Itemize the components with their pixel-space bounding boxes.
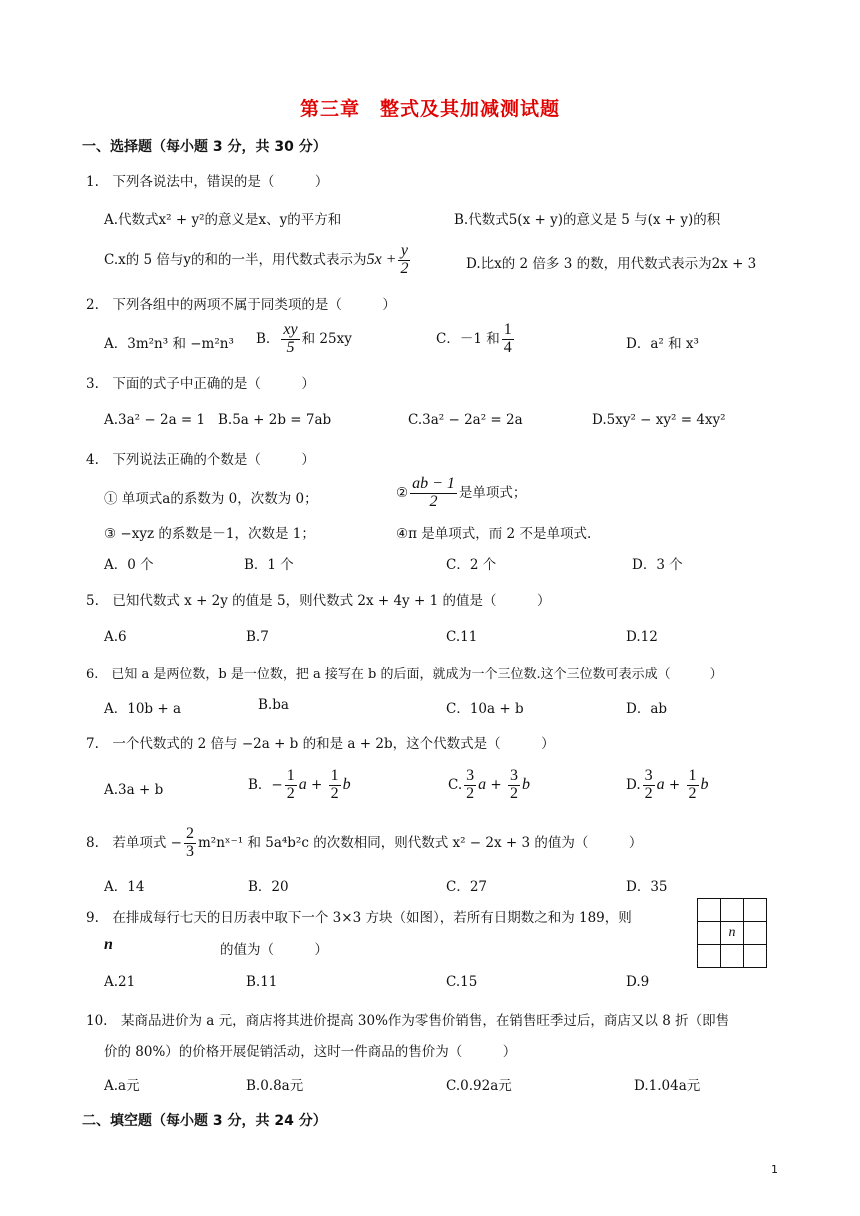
- question-4-option-c: C．2 个: [446, 557, 497, 573]
- question-1-stem: 1. 下列各说法中，错误的是（ ）: [86, 174, 329, 190]
- question-1-option-b: B.代数式5(x + y)的意义是 5 与(x + y)的积: [454, 212, 721, 228]
- calendar-3x3-grid: [697, 898, 767, 968]
- question-7-option-b-frac-1: $\frac{1}{2}$: [286, 767, 295, 802]
- question-7-option-c-frac-1: $\frac{3}{2}$: [466, 767, 475, 802]
- question-9-stem-2: 的值为（ ）: [220, 942, 328, 958]
- question-9-option-b: B.11: [246, 974, 278, 990]
- question-4-statement-2: [396, 476, 526, 511]
- question-3-stem: 3. 下面的式子中正确的是（ ）: [86, 376, 315, 392]
- question-6-option-c: C．10a + b: [446, 701, 524, 717]
- question-3-option-b: B.5a + 2b = 7ab: [218, 412, 332, 428]
- question-7-option-c-frac-2: $\frac{3}{2}$: [510, 767, 519, 802]
- question-4-statement-3: ③ −xyz 的系数是－1，次数是 1；: [104, 526, 315, 542]
- question-8-stem-lead: 8. 若单项式 −: [86, 834, 182, 851]
- question-4-statement-4: ④π 是单项式，而 2 不是单项式.: [396, 526, 592, 542]
- question-1-option-d: D.比x的 2 倍多 3 的数，用代数式表示为2x + 3: [466, 256, 757, 272]
- question-10-option-a: A.a元: [104, 1078, 140, 1094]
- section-heading-choice: 一、选择题（每小题 3 分，共 30 分）: [82, 139, 327, 155]
- question-8-stem-tail: m²nˣ⁻¹ 和 5a⁴b²c 的次数相同，则代数式 x² − 2x + 3 的值为（ ）: [197, 834, 643, 851]
- question-4-option-b: B．1 个: [244, 557, 294, 573]
- page-number: 1: [771, 1163, 778, 1176]
- question-2-option-b-fraction: $\frac{xy}{5}$: [283, 321, 298, 356]
- question-9-option-d: D.9: [626, 974, 650, 990]
- question-2-option-b-tail: 和 25xy: [301, 330, 352, 347]
- question-8-stem: [86, 826, 642, 861]
- question-7-option-d-frac-2: $\frac{1}{2}$: [688, 767, 697, 802]
- question-8-stem-fraction: $\frac{2}{3}$: [185, 825, 194, 860]
- question-7-option-d: D. $\frac{3}{2}$ a + $\frac{1}{2}$ b: [626, 767, 709, 802]
- question-1-option-c-expr: 5x +: [366, 250, 397, 268]
- question-9-variable: n: [104, 936, 113, 953]
- question-4-option-a: A．0 个: [104, 557, 154, 573]
- grid-center-cell: n: [721, 922, 744, 945]
- question-9-option-c: C.15: [446, 974, 478, 990]
- question-8-option-d: D．35: [626, 879, 668, 895]
- question-7-option-d-label: D.: [626, 776, 641, 793]
- question-2-option-a: A．3m²n³ 和 −m²n³: [104, 336, 234, 352]
- question-7-option-d-frac-1: $\frac{3}{2}$: [644, 767, 653, 802]
- question-9-stem: 9. 在排成每行七天的日历表中取下一个 3×3 方块（如图），若所有日期数之和为 189，则: [86, 910, 632, 926]
- question-2-option-d: D．a² 和 x³: [626, 336, 699, 352]
- page-title: 第三章 整式及其加减测试题: [300, 98, 561, 120]
- question-8-option-a: A．14: [104, 879, 145, 895]
- question-10-option-b: B.0.8a元: [246, 1078, 304, 1094]
- question-2-option-c: [436, 322, 516, 357]
- question-10-stem-2: 价的 80%）的价格开展促销活动，这时一件商品的售价为（ ）: [104, 1044, 517, 1060]
- question-7-option-b-frac-2: $\frac{1}{2}$: [330, 767, 339, 802]
- question-7-option-c: C. $\frac{3}{2}$ a + $\frac{3}{2}$ b: [448, 767, 531, 802]
- question-7-option-a: A.3a + b: [104, 782, 164, 798]
- question-7-option-c-label: C.: [448, 776, 463, 793]
- question-10-option-d: D.1.04a元: [634, 1078, 701, 1094]
- question-10-option-c: C.0.92a元: [446, 1078, 512, 1094]
- question-4-statement-2-label: ②: [396, 484, 409, 501]
- question-4-statement-2-tail: 是单项式；: [458, 484, 527, 501]
- question-3-option-a: A.3a² − 2a = 1: [104, 412, 206, 428]
- question-10-stem: 10. 某商品进价为 a 元，商店将其进价提高 30%作为零售价销售，在销售旺季过后，商店又以 8 折（即售: [86, 1013, 730, 1029]
- question-1-option-c: [104, 243, 412, 278]
- question-4-stem: 4. 下列说法正确的个数是（ ）: [86, 452, 315, 468]
- question-4-option-d: D．3 个: [632, 557, 683, 573]
- question-2-option-c-label: C．－1 和: [436, 330, 500, 347]
- question-4-statement-2-fraction: $\frac{ab - 1}{2}$: [412, 475, 455, 510]
- question-7-option-b: B．− $\frac{1}{2}$ a + $\frac{1}{2}$ b: [248, 767, 351, 802]
- question-3-option-d: D.5xy² − xy² = 4xy²: [592, 412, 726, 428]
- question-5-stem: 5. 已知代数式 x + 2y 的值是 5，则代数式 2x + 4y + 1 的值是（ ）: [86, 593, 551, 609]
- question-4-statement-1: ① 单项式a的系数为 0，次数为 0；: [104, 491, 318, 507]
- question-1-option-c-text: C.x的 5 倍与y的和的一半，用代数式表示为: [104, 251, 367, 268]
- question-2-option-b-label: B．: [256, 330, 280, 347]
- question-9-option-a: A.21: [104, 974, 136, 990]
- question-8-option-c: C．27: [446, 879, 488, 895]
- question-1-option-c-fraction: $\frac{y}{2}$: [400, 242, 409, 277]
- question-2-option-c-fraction: $\frac{1}{4}$: [503, 321, 512, 356]
- question-5-option-a: A.6: [104, 629, 127, 645]
- question-6-option-a: A．10b + a: [104, 701, 182, 717]
- question-7-stem: 7. 一个代数式的 2 倍与 −2a + b 的和是 a + 2b，这个代数式是（ ）: [86, 736, 555, 752]
- question-5-option-d: D.12: [626, 629, 658, 645]
- question-5-option-b: B.7: [246, 629, 269, 645]
- question-5-option-c: C.11: [446, 629, 478, 645]
- question-6-option-b: B.ba: [258, 697, 289, 713]
- question-2-option-b: [256, 322, 352, 357]
- question-8-option-b: B．20: [248, 879, 289, 895]
- question-7-option-b-label: B．−: [248, 776, 283, 793]
- section-heading-fill: 二、填空题（每小题 3 分，共 24 分）: [82, 1113, 327, 1129]
- question-1-option-a: A.代数式x² + y²的意义是x、y的平方和: [104, 212, 342, 228]
- question-6-option-d: D．ab: [626, 701, 668, 717]
- question-3-option-c: C.3a² − 2a² = 2a: [408, 412, 523, 428]
- question-2-stem: 2. 下列各组中的两项不属于同类项的是（ ）: [86, 297, 396, 313]
- question-6-stem: 6. 已知 a 是两位数，b 是一位数，把 a 接写在 b 的后面，就成为一个三位数.这个三位数可表示成（ ）: [86, 667, 723, 682]
